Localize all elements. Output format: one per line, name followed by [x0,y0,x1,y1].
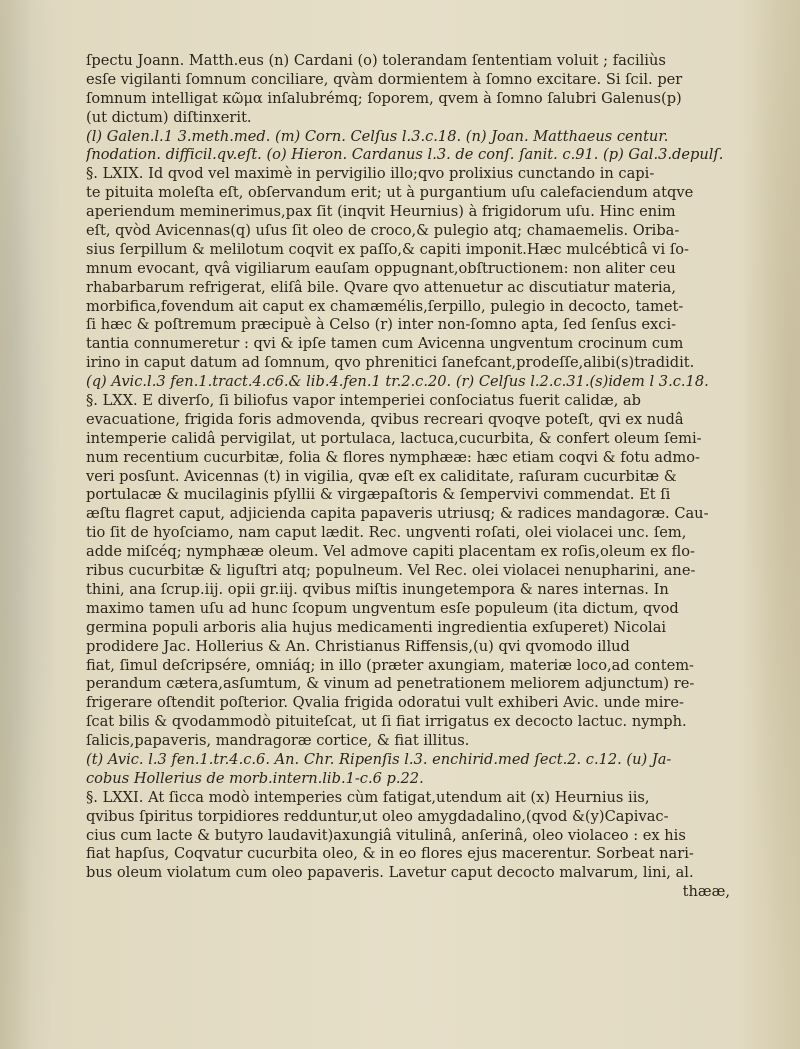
text-line: veri posſunt. Avicennas (t) in vigilia, qvæ eſt ex caliditate, raſuram cucurbitæ & [86,467,677,485]
footnote-line: (t) Avic. l.3 fen.1.tr.4.c.6. An. Chr. Ripenſis l.3. enchirid.med ſect.2. c.12. (u) Ja- [86,750,672,768]
text-line: eſt, qvòd Avicennas(q) uſus ſit oleo de croco,& pulegio atq; chamaemelis. Oriba- [86,222,680,240]
text-line: maximo tamen uſu ad hunc ſcopum ungventum esſe populeum (ita dictum, qvod [86,599,679,617]
text-line: te pituita moleſta eſt, obſervandum erit; ut à purgantium uſu calefaciendum atqve [86,184,694,202]
text-line: fiat hapſus, Coqvatur cucurbita oleo, & in eo flores ejus macerentur. Sorbeat nari- [86,845,694,863]
text-line: bus oleum violatum cum oleo papaveris. Lavetur caput decocto malvarum, lini, al. [86,864,694,882]
text-line: §. LXXI. At ſicca modò intemperies cùm fatigat,utendum ait (x) Heurnius iis, [86,788,650,806]
text-line: §. LXIX. Id qvod vel maximè in pervigilio illo;qvo prolixius cunctando in capi- [86,165,655,183]
footnote-line: cobus Hollerius de morb.intern.lib.1-c.6 p.22. [86,769,424,787]
text-line: sius ſerpillum & melilotum coqvit ex paſſo,& capiti imponit.Hæc mulcébticâ vi ſo- [86,240,689,258]
text-line: morbifica,fovendum ait caput ex chamæmélis,ſerpillo, pulegio in decocto, tamet- [86,297,684,315]
text-line: frigerare oſtendit poſterior. Qvalia frigida odoratui vult exhiberi Avic. unde mire- [86,694,684,712]
text-line: evacuatione, frigida foris admovenda, qvibus recreari qvoqve poteſt, qvi ex nudâ [86,410,684,428]
text-line: ſcat bilis & qvodammodò pituiteſcat, ut ſi fiat irrigatus ex decocto lactuc. nymph. [86,713,687,731]
text-line: qvibus ſpiritus torpidiores redduntur,ut oleo amygdadalino,(qvod &(y)Capivac- [86,807,669,825]
text-line: tantia connumeretur : qvi & ipſe tamen cum Avicenna ungventum crocinum cum [86,335,684,353]
text-line: mnum evocant, qvâ vigiliarum eauſam oppugnant,obſtructionem: non aliter ceu [86,259,676,277]
text-line: portulacæ & mucilaginis pſyllii & virgæpaſtoris & ſempervivi commendat. Et ſi [86,486,671,504]
catchword: thææ, [682,883,730,901]
text-line: ribus cucurbitæ & liguſtri atq; populneum. Vel Rec. olei violacei nenupharini, ane- [86,562,696,580]
text-line: cius cum lacte & butyro laudavit)axungiâ vitulinâ, anſerinâ, oleo violaceo : ex his [86,826,686,844]
text-line: perandum cætera,asſumtum, & vinum ad penetrationem meliorem adjunctum) re- [86,675,695,693]
text-line: ſomnum intelligat κῶμα inſalubrémq; ſoporem, qvem à ſomno ſalubri Galenus(p) [86,89,682,107]
text-line: ſalicis,papaveris, mandragoræ cortice, & fiat illitus. [86,732,470,750]
text-line: aperiendum meminerimus,pax ſit (inqvit Heurnius) à frigidorum uſu. Hinc enim [86,203,676,221]
text-line: ſpectu Joann. Matth.eus (n) Cardani (o) tolerandam ſententiam voluit ; faciliùs [86,52,666,69]
footnote-line: ſnodation. difficil.qv.eſt. (o) Hieron. Cardanus l.3. de conſ. ſanit. c.91. (p) Gal.3.depulſ. [86,146,724,164]
text-line: num recentium cucurbitæ, folia & flores nymphææ: hæc etiam coqvi & fotu admo- [86,448,700,466]
text-line: irino in caput datum ad ſomnum, qvo phrenitici ſanefcant,prodeſſe,alibi(s)tradidit. [86,354,695,372]
text-line: prodidere Jac. Hollerius & An. Christianus Riffensis,(u) qvi qvomodo illud [86,637,630,655]
footnote-line: (q) Avic.l.3 fen.1.tract.4.c6.& lib.4.fen.1 tr.2.c.20. (r) Celſus l.2.c.31.(s)idem l 3.c.18. [86,373,709,391]
page-edge-stain-left [0,0,70,1049]
text-line: intemperie calidâ pervigilat, ut portulaca, lactuca,cucurbita, & confert oleum ſemi- [86,429,702,447]
text-line: æſtu flagret caput, adjicienda capita papaveris utriusq; & radices mandagoræ. Cau- [86,505,709,523]
text-line: tio ſit de hyoſciamo, nam caput lædit. Rec. ungventi roſati, olei violacei unc. ſem, [86,524,687,542]
text-line: germina populi arboris alia hujus medicamenti ingredientia exſuperet) Nicolai [86,618,667,636]
text-line: adde miſcéq; nymphææ oleum. Vel admove capiti placentam ex roſis,oleum ex flo- [86,543,695,561]
text-line: rhabarbarum refrigerat, eliſâ bile. Qvare qvo attenuetur ac discutiatur materia, [86,278,677,296]
text-line: esſe vigilanti ſomnum conciliare, qvàm dormientem à ſomno excitare. Si ſcil. per [86,70,683,88]
text-line: §. LXX. E diverſo, ſi biliofus vapor intemperiei conſociatus fuerit calidæ, ab [86,392,642,410]
text-line: (ut dictum) diſtinxerit. [86,108,252,126]
text-line: fiat, ſimul deſcripsére, omniáq; in illo (præter axungiam, materiæ loco,ad contem- [86,656,694,674]
body-text [86,52,764,902]
text-line: ſi hæc & poſtremum præcipuè à Celso (r) inter non-ſomno apta, ſed ſenſus exci- [86,316,677,334]
text-line: thini, ana ſcrup.iij. opii gr.iij. qvibus miſtis inungetempora & nares internas. In [86,580,669,598]
footnote-line: (l) Galen.l.1 3.meth.med. (m) Corn. Celſus l.3.c.18. (n) Joan. Matthaeus centur. [86,127,669,145]
